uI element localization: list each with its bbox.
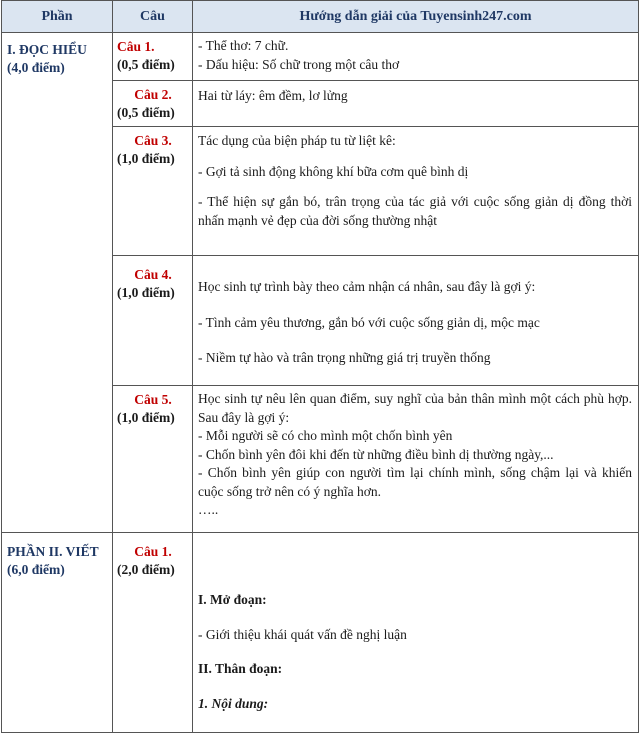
question-points: (0,5 điểm) — [117, 105, 175, 120]
answer-line: Tác dụng của biện pháp tu từ liệt kê: — [198, 133, 396, 148]
table-row — [2, 33, 639, 81]
answer-line: - Chốn bình yên giúp con người tìm lại chính mình, sống chậm lại và khiến cuộc sống trở nên có ý nghĩa hơn. — [198, 465, 632, 499]
question-cell — [113, 33, 193, 81]
question-label: Câu 4. — [134, 267, 172, 282]
section-title: I. ĐỌC HIỂU — [7, 42, 87, 57]
header-cau: Câu — [113, 1, 193, 33]
answer-cell — [193, 33, 639, 81]
table-row — [2, 533, 639, 733]
answer-key-table — [1, 0, 639, 733]
question-cell — [113, 533, 193, 733]
question-label: Câu 1. — [117, 39, 155, 54]
question-label: Câu 3. — [134, 133, 172, 148]
answer-line: - Mỗi người sẽ có cho mình một chốn bình yên — [198, 428, 453, 443]
answer-line: - Niềm tự hào và trân trọng những giá trị truyền thống — [198, 350, 491, 365]
question-label: Câu 2. — [134, 87, 172, 102]
answer-cell — [193, 386, 639, 533]
header-phan: Phần — [2, 1, 113, 33]
question-label: Câu 1. — [134, 544, 172, 559]
answer-line: Hai từ láy: êm đềm, lơ lửng — [198, 88, 348, 103]
answer-line: - Dấu hiệu: Số chữ trong một câu thơ — [198, 56, 400, 72]
question-points: (0,5 điểm) — [117, 57, 175, 72]
question-points: (2,0 điểm) — [117, 562, 175, 577]
section-score: (6,0 điểm) — [7, 562, 65, 577]
answer-heading: II. Thân đoạn: — [198, 661, 283, 676]
question-points: (1,0 điểm) — [117, 410, 175, 425]
answer-line: - Chốn bình yên đôi khi đến từ những điều bình dị thường ngày,... — [198, 446, 554, 462]
section-cell-doc-hieu — [2, 33, 113, 533]
question-cell — [113, 81, 193, 127]
answer-heading: I. Mở đoạn: — [198, 592, 267, 607]
section-score: (4,0 điểm) — [7, 60, 65, 75]
question-cell — [113, 386, 193, 533]
answer-line: - Tình cảm yêu thương, gắn bó với cuộc sống giản dị, mộc mạc — [198, 314, 540, 330]
answer-line: - Giới thiệu khái quát vấn đề nghị luận — [198, 626, 407, 642]
answer-subheading: 1. Nội dung: — [198, 695, 269, 711]
answer-line: - Gợi tả sinh động không khí bữa cơm quê bình dị — [198, 163, 469, 179]
question-label: Câu 5. — [134, 392, 172, 407]
answer-cell — [193, 256, 639, 386]
answer-line: ….. — [198, 502, 219, 517]
header-huong-dan: Hướng dẫn giải của Tuyensinh247.com — [193, 1, 639, 33]
table-header-row — [2, 1, 639, 33]
answer-cell — [193, 533, 639, 733]
answer-cell — [193, 81, 639, 127]
question-points: (1,0 điểm) — [117, 151, 175, 166]
question-cell — [113, 127, 193, 256]
answer-cell — [193, 127, 639, 256]
answer-line: - Thể hiện sự gắn bó, trân trọng của tác giả với cuộc sống giản dị đồng thời nhấn mạnh vẻ đẹp của đời sống thường nhật — [198, 194, 632, 228]
question-points: (1,0 điểm) — [117, 285, 175, 300]
answer-line: - Thể thơ: 7 chữ. — [198, 38, 289, 53]
section-title: PHẦN II. VIẾT — [7, 544, 99, 559]
answer-line: Học sinh tự nêu lên quan điểm, suy nghĩ của bản thân mình một cách phù hợp. Sau đây là gợi ý: — [198, 391, 632, 425]
question-cell — [113, 256, 193, 386]
section-cell-viet — [2, 533, 113, 733]
answer-line: Học sinh tự trình bày theo cảm nhận cá nhân, sau đây là gợi ý: — [198, 279, 536, 294]
